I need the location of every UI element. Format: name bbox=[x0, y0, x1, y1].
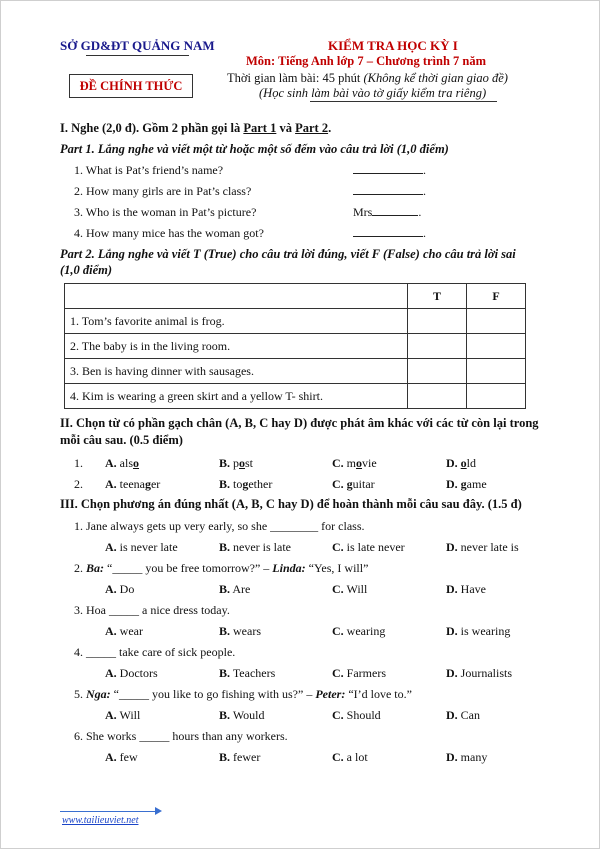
option-letter: B. bbox=[219, 477, 231, 491]
option-text: Are bbox=[232, 582, 251, 596]
section1-title-b: và bbox=[276, 121, 296, 135]
stem-num: 5. bbox=[74, 687, 86, 701]
option-underlined: g bbox=[144, 477, 151, 491]
option-text: never late is bbox=[460, 540, 519, 554]
option-text: Would bbox=[232, 708, 265, 722]
option-text: Do bbox=[119, 582, 135, 596]
option-letter: C. bbox=[332, 750, 344, 764]
option-post: vie bbox=[362, 456, 377, 470]
option-text: Have bbox=[460, 582, 486, 596]
arrow-right-icon bbox=[155, 807, 162, 815]
choice-option bbox=[105, 750, 138, 765]
option-pre: m bbox=[346, 456, 357, 470]
pronunciation-option bbox=[332, 477, 375, 492]
pronunciation-option bbox=[332, 456, 377, 471]
department-underline bbox=[86, 55, 189, 56]
option-letter: A. bbox=[105, 666, 117, 680]
option-underlined: o bbox=[356, 456, 363, 470]
option-text: Journalists bbox=[460, 666, 513, 680]
table-cell-f bbox=[467, 334, 526, 359]
option-letter: D. bbox=[446, 477, 458, 491]
table-row bbox=[65, 309, 526, 334]
true-false-table bbox=[64, 283, 526, 409]
exam-subject: Môn: Tiếng Anh lớp 7 – Chương trình 7 năm bbox=[246, 54, 487, 68]
option-text: fewer bbox=[233, 750, 261, 764]
choice-option bbox=[219, 708, 265, 723]
option-letter: A. bbox=[105, 477, 117, 491]
option-underlined: o bbox=[460, 456, 467, 470]
choice-option bbox=[219, 582, 250, 597]
table-cell-f bbox=[467, 309, 526, 334]
answer-blank-1: . bbox=[353, 163, 426, 178]
choice-option bbox=[332, 708, 381, 723]
choice-option bbox=[446, 666, 512, 681]
pronunciation-option bbox=[219, 456, 253, 471]
part2-link: Part 2 bbox=[295, 121, 329, 135]
table-cell-t bbox=[408, 309, 467, 334]
time-note: (Không kể thời gian giao đề) bbox=[363, 71, 508, 85]
option-text: wearing bbox=[346, 624, 386, 638]
option-pre: to bbox=[233, 477, 243, 491]
stem-text-2: “Yes, I will” bbox=[305, 561, 369, 575]
option-letter: C. bbox=[332, 456, 344, 470]
part1-question-3: 3. Who is the woman in Pat’s picture? bbox=[74, 205, 257, 219]
section3-title: III. Chọn phương án đúng nhất (A, B, C hay D) để hoàn thành mỗi câu sau đây. (1.5 đ) bbox=[60, 497, 522, 511]
stem-text-2: “I’d love to.” bbox=[345, 687, 412, 701]
table-header-t: T bbox=[408, 284, 467, 309]
table-row-statement: 4. Kim is wearing a green skirt and a yellow T- shirt. bbox=[65, 384, 408, 409]
option-post: uitar bbox=[352, 477, 375, 491]
option-text: never is late bbox=[233, 540, 291, 554]
table-header-row bbox=[65, 284, 526, 309]
choice-option bbox=[446, 540, 519, 555]
option-letter: B. bbox=[219, 750, 231, 764]
part1-question-1: 1. What is Pat’s friend’s name? bbox=[74, 163, 224, 177]
table-cell-t bbox=[408, 334, 467, 359]
option-text: few bbox=[119, 750, 138, 764]
option-post: st bbox=[245, 456, 254, 470]
option-text: many bbox=[460, 750, 488, 764]
choice-option bbox=[219, 750, 260, 765]
option-letter: D. bbox=[446, 750, 458, 764]
answer-blank-4: . bbox=[353, 226, 426, 241]
choice-option bbox=[219, 624, 261, 639]
option-letter: A. bbox=[105, 708, 117, 722]
section3-q4-stem: 4. _____ take care of sick people. bbox=[74, 645, 236, 659]
option-letter: A. bbox=[105, 540, 117, 554]
pronunciation-option bbox=[219, 477, 272, 492]
choice-option bbox=[446, 750, 487, 765]
choice-option bbox=[446, 708, 480, 723]
table-cell-f bbox=[467, 359, 526, 384]
choice-option bbox=[219, 540, 291, 555]
option-post: ame bbox=[466, 477, 487, 491]
part2-heading-line2: (1,0 điểm) bbox=[60, 263, 113, 277]
stem-num: 2. bbox=[74, 561, 86, 575]
speaker-1: Nga: bbox=[86, 687, 111, 701]
choice-option bbox=[105, 666, 158, 681]
section1-title-a: I. Nghe (2,0 đ). Gồm 2 phần gọi là bbox=[60, 121, 244, 135]
option-text: is never late bbox=[119, 540, 178, 554]
option-text: Doctors bbox=[119, 666, 158, 680]
choice-option bbox=[219, 666, 275, 681]
stem-text-1: “_____ you like to go fishing with us?” – bbox=[110, 687, 316, 701]
section1-title bbox=[60, 121, 331, 137]
option-letter: C. bbox=[332, 540, 344, 554]
pronunciation-option bbox=[105, 477, 160, 492]
choice-option bbox=[105, 582, 134, 597]
option-letter: B. bbox=[219, 708, 231, 722]
option-post: er bbox=[150, 477, 161, 491]
footer-arrow-line bbox=[60, 811, 158, 812]
choice-option bbox=[446, 624, 510, 639]
section3-q3-stem: 3. Hoa _____ a nice dress today. bbox=[74, 603, 230, 617]
table-row bbox=[65, 359, 526, 384]
part1-link: Part 1 bbox=[243, 121, 277, 135]
option-letter: B. bbox=[219, 666, 231, 680]
option-text: a lot bbox=[346, 750, 368, 764]
option-letter: D. bbox=[446, 456, 458, 470]
speaker-2: Peter: bbox=[315, 687, 346, 701]
option-letter: C. bbox=[332, 477, 344, 491]
option-letter: B. bbox=[219, 624, 231, 638]
choice-option bbox=[332, 750, 368, 765]
option-text: wears bbox=[233, 624, 261, 638]
table-row bbox=[65, 384, 526, 409]
exam-title: KIỂM TRA HỌC KỲ I bbox=[328, 38, 458, 53]
footer-website-link[interactable]: www.tailieuviet.net bbox=[62, 815, 139, 826]
pronunciation-option bbox=[105, 456, 139, 471]
section1-title-c: . bbox=[328, 121, 332, 135]
option-letter: B. bbox=[219, 582, 231, 596]
option-letter: A. bbox=[105, 624, 117, 638]
option-underlined: o bbox=[239, 456, 246, 470]
table-cell-t bbox=[408, 384, 467, 409]
section2-q1-num: 1. bbox=[74, 456, 83, 470]
table-row-statement: 1. Tom’s favorite animal is frog. bbox=[65, 309, 408, 334]
option-underlined: g bbox=[242, 477, 249, 491]
option-text: is late never bbox=[346, 540, 405, 554]
stem-text-1: “_____ you be free tomorrow?” – bbox=[104, 561, 273, 575]
section2-title-line2: mỗi câu sau. (0.5 điểm) bbox=[60, 433, 183, 447]
option-letter: C. bbox=[332, 708, 344, 722]
pronunciation-option bbox=[446, 477, 487, 492]
header-underline bbox=[310, 101, 497, 102]
option-letter: D. bbox=[446, 624, 458, 638]
speaker-1: Ba: bbox=[86, 561, 104, 575]
option-pre: als bbox=[119, 456, 134, 470]
option-post: ether bbox=[248, 477, 273, 491]
table-row-statement: 3. Ben is having dinner with sausages. bbox=[65, 359, 408, 384]
choice-option bbox=[105, 540, 178, 555]
choice-option bbox=[332, 540, 405, 555]
table-header-statement bbox=[65, 284, 408, 309]
option-pre: teena bbox=[119, 477, 145, 491]
choice-option bbox=[332, 624, 385, 639]
option-post: ld bbox=[466, 456, 477, 470]
answer-note: (Học sinh làm bài vào tờ giấy kiểm tra riêng) bbox=[259, 86, 487, 100]
option-letter: B. bbox=[219, 540, 231, 554]
part1-heading: Part 1. Lắng nghe và viết một từ hoặc một số đếm vào câu trả lời (1,0 điểm) bbox=[60, 142, 449, 156]
option-text: Will bbox=[119, 708, 141, 722]
table-cell-t bbox=[408, 359, 467, 384]
section2-q2-num: 2. bbox=[74, 477, 83, 491]
section3-q1-stem: 1. Jane always gets up very early, so she ________ for class. bbox=[74, 519, 365, 533]
answer-blank-2: . bbox=[353, 184, 426, 199]
time-prefix: Thời gian làm bài: 45 phút bbox=[227, 71, 364, 85]
answer-prefix: Mrs bbox=[353, 205, 373, 219]
option-text: Teachers bbox=[232, 666, 276, 680]
option-underlined: o bbox=[133, 456, 140, 470]
section3-q6-stem: 6. She works _____ hours than any workers. bbox=[74, 729, 288, 743]
pronunciation-option bbox=[446, 456, 476, 471]
option-text: Can bbox=[460, 708, 481, 722]
choice-option bbox=[446, 582, 486, 597]
option-text: is wearing bbox=[460, 624, 511, 638]
option-letter: C. bbox=[332, 624, 344, 638]
option-letter: C. bbox=[332, 582, 344, 596]
choice-option bbox=[105, 708, 140, 723]
option-letter: A. bbox=[105, 750, 117, 764]
department-name: SỞ GD&ĐT QUẢNG NAM bbox=[60, 38, 215, 53]
choice-option bbox=[105, 624, 143, 639]
table-cell-f bbox=[467, 384, 526, 409]
option-underlined: g bbox=[346, 477, 353, 491]
choice-option bbox=[332, 666, 386, 681]
table-row bbox=[65, 334, 526, 359]
choice-option bbox=[332, 582, 367, 597]
option-letter: D. bbox=[446, 582, 458, 596]
part1-question-4: 4. How many mice has the woman got? bbox=[74, 226, 264, 240]
option-text: Farmers bbox=[346, 666, 386, 680]
table-header-f: F bbox=[467, 284, 526, 309]
answer-blank-3: Mrs . bbox=[353, 205, 422, 219]
option-letter: B. bbox=[219, 456, 231, 470]
option-letter: D. bbox=[446, 540, 458, 554]
option-letter: D. bbox=[446, 708, 458, 722]
speaker-2: Linda: bbox=[272, 561, 306, 575]
part2-heading-line1: Part 2. Lắng nghe và viết T (True) cho câu trả lời đúng, viết F (False) cho câu trả lời sai bbox=[60, 247, 516, 261]
section2-title-line1: II. Chọn từ có phần gạch chân (A, B, C hay D) được phát âm khác với các từ còn lại trong bbox=[60, 416, 539, 430]
official-label: ĐỀ CHÍNH THỨC bbox=[69, 74, 193, 98]
option-letter: A. bbox=[105, 456, 117, 470]
option-text: Should bbox=[346, 708, 381, 722]
part1-question-2: 2. How many girls are in Pat’s class? bbox=[74, 184, 252, 198]
option-underlined: g bbox=[460, 477, 467, 491]
option-pre: p bbox=[233, 456, 240, 470]
table-row-statement: 2. The baby is in the living room. bbox=[65, 334, 408, 359]
option-letter: A. bbox=[105, 582, 117, 596]
option-text: Will bbox=[346, 582, 368, 596]
option-letter: C. bbox=[332, 666, 344, 680]
section3-q5-stem bbox=[74, 687, 412, 702]
option-text: wear bbox=[119, 624, 143, 638]
option-letter: D. bbox=[446, 666, 458, 680]
exam-time bbox=[227, 71, 508, 87]
section3-q2-stem bbox=[74, 561, 368, 576]
